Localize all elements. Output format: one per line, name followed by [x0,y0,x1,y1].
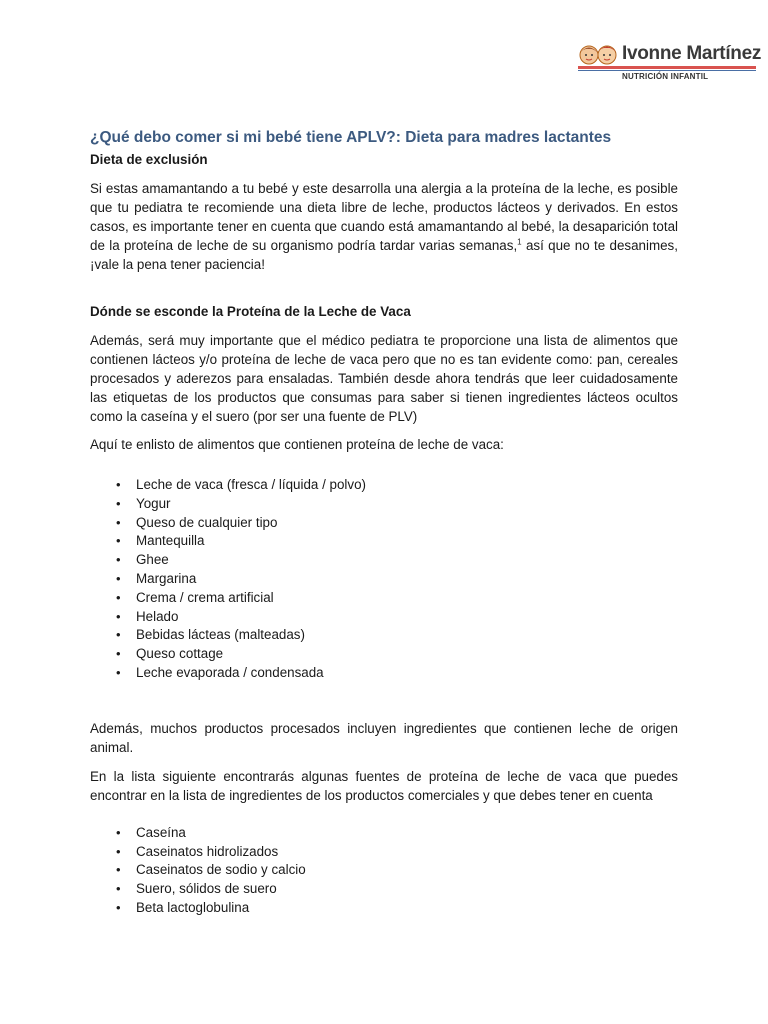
list-item: • Caseína [90,824,678,843]
page-title: ¿Qué debo comer si mi bebé tiene APLV?: Dieta para madres lactantes [90,129,612,146]
brand-subtitle: NUTRICIÓN INFANTIL [622,72,709,81]
paragraph-foods-intro: Aquí te enlisto de alimentos que contienen proteína de leche de vaca: [90,437,504,452]
list-item: • Suero, sólidos de suero [90,880,678,899]
paragraph-exclusion-diet [90,179,678,274]
list-item: • Yogur [90,495,678,514]
ingredients-list [90,824,678,918]
paragraph-pediatrician-list: Además, será muy importante que el médico pediatra te proporcione una lista de alimentos que contienen lácteos y/o proteína de leche de vaca pero que no es tan evidente como: pan, cereales procesados y aderezos para ensaladas. También desde ahora tendrás que leer cuidadosamente las etiquetas de los productos que consumas para saber si tienen ingredientes lácteos ocultos como la caseína y el suero (por ser una fuente de PLV) [90,333,678,424]
list-item: • Caseinatos hidrolizados [90,843,678,862]
section-heading-exclusion-diet: Dieta de exclusión [90,152,208,167]
list-item: • Mantequilla [90,532,678,551]
foods-list [90,476,678,683]
brand-name: Ivonne Martínez [622,43,762,64]
list-item: • Bebidas lácteas (malteadas) [90,626,678,645]
paragraph-text: así que no te desanimes, ¡vale la pena tener paciencia! [90,238,678,272]
footnote-ref: 1 [517,237,522,247]
paragraph-processed-products: Además, muchos productos procesados incluyen ingredientes que contienen leche de origen animal. [90,720,678,755]
list-item: • Ghee [90,551,678,570]
list-item: • Queso de cualquier tipo [90,514,678,533]
list-item: • Leche de vaca (fresca / líquida / polvo) [90,476,678,495]
children-faces-icon [578,42,620,66]
list-item: • Helado [90,608,678,627]
brand-line-blue [578,70,756,71]
brand-logo [578,40,762,82]
brand-line-red [578,66,756,69]
list-item: • Caseinatos de sodio y calcio [90,861,678,880]
paragraph-text: Si estas amamantando a tu bebé y este desarrolla una alergia a la proteína de la leche, es posible que tu pediatra te recomiende una dieta libre de leche, productos lácteos y derivados. En estos casos, es importante tener en cuenta que cuando está amamantando al bebé, la desaparición total de la proteína de leche de su organismo podría tardar varias semanas, [90,181,678,253]
paragraph-ingredients-intro: En la lista siguiente encontrarás algunas fuentes de proteína de leche de vaca que puedes encontrar en la lista de ingredientes de los productos comerciales y que debes tener en cuenta [90,768,678,803]
list-item: • Crema / crema artificial [90,589,678,608]
document-body [90,128,678,918]
section-heading-hidden-protein: Dónde se esconde la Proteína de la Leche de Vaca [90,304,411,319]
list-item: • Beta lactoglobulina [90,899,678,918]
list-item: • Leche evaporada / condensada [90,664,678,683]
list-item: • Margarina [90,570,678,589]
list-item: • Queso cottage [90,645,678,664]
